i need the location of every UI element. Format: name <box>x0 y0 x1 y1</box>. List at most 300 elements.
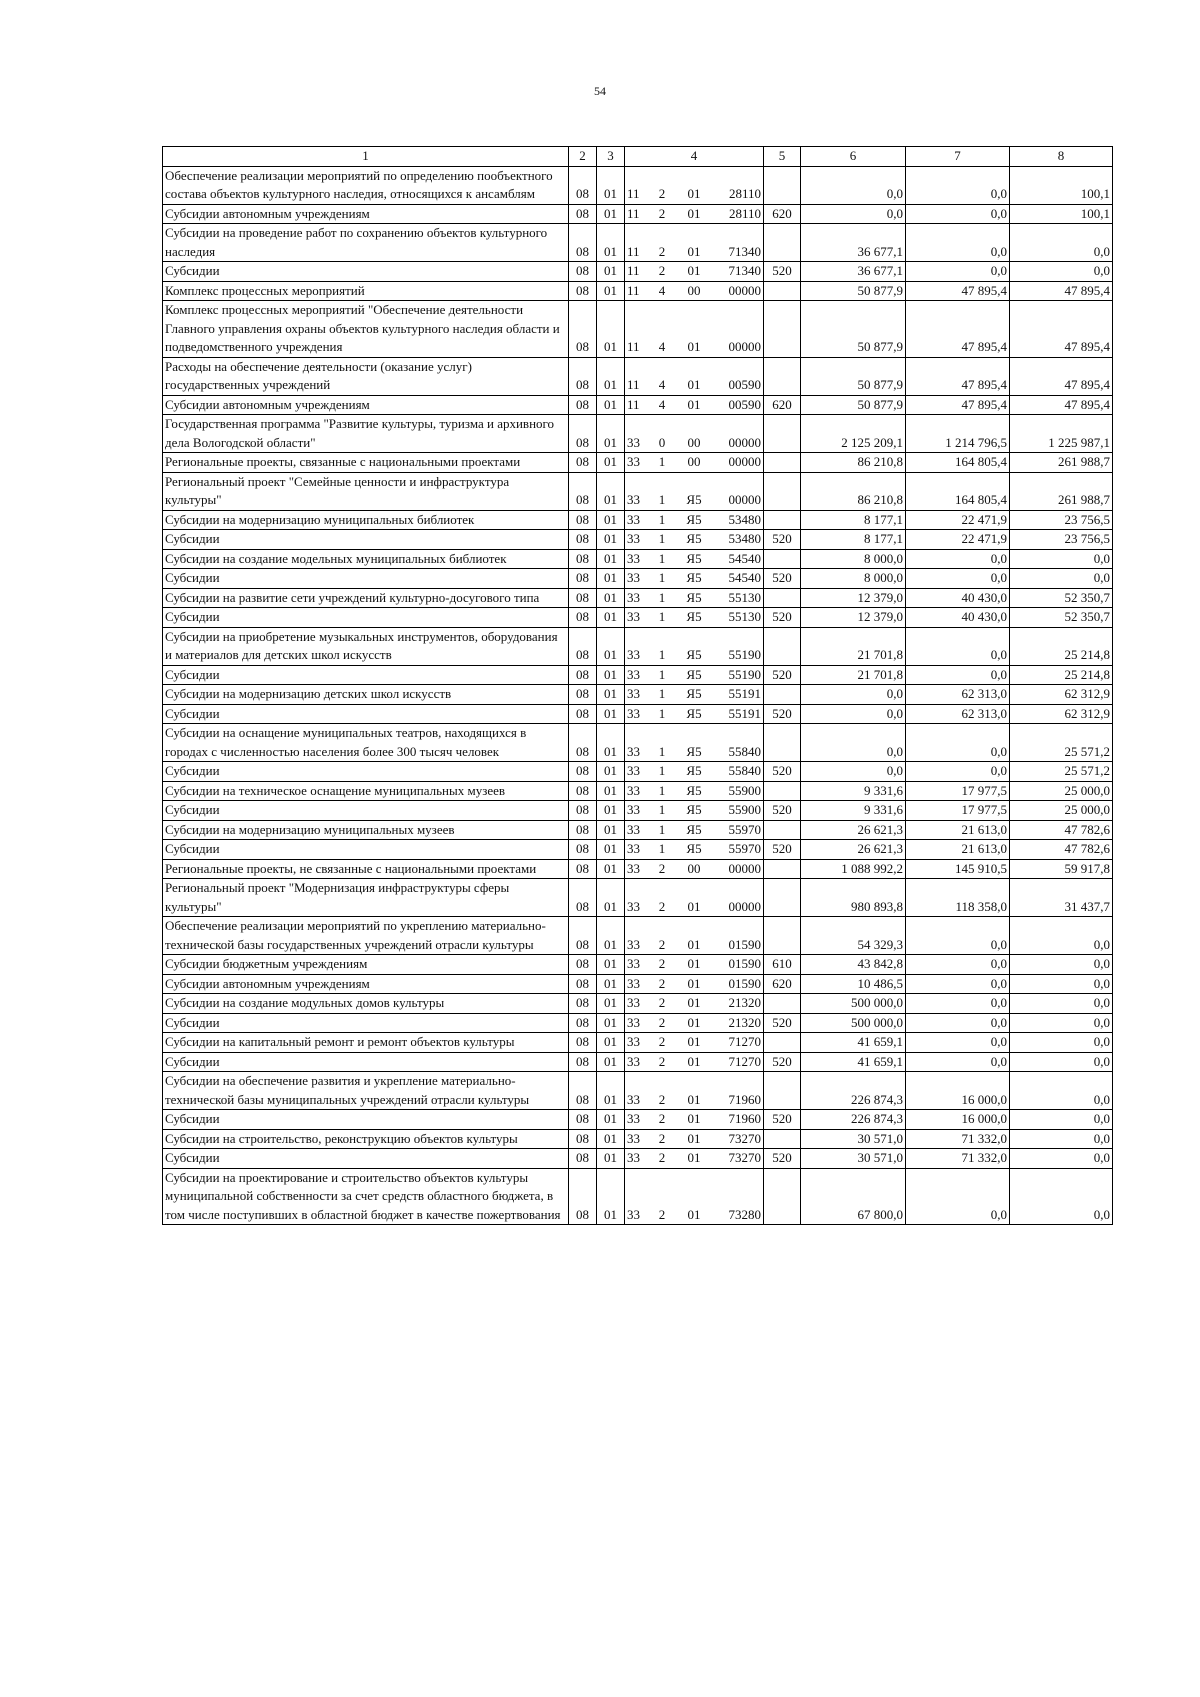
code-part-d: 21320 <box>728 1014 761 1030</box>
section-code: 08 <box>569 781 597 801</box>
code-part-sp: 2 <box>658 860 666 876</box>
row-name: Субсидии <box>163 1110 569 1130</box>
amount-col-7: 16 000,0 <box>906 1072 1010 1110</box>
code-parts <box>627 1110 761 1129</box>
code-parts <box>627 782 761 801</box>
code-parts <box>627 646 761 665</box>
subsection-code: 01 <box>597 840 625 860</box>
code-part-p: 33 <box>627 956 640 971</box>
row-name: Комплекс процессных мероприятий <box>163 281 569 301</box>
amount-col-6: 0,0 <box>801 724 906 762</box>
amount-col-6: 86 210,8 <box>801 472 906 510</box>
subsection-code: 01 <box>597 781 625 801</box>
code-part-sp: 2 <box>658 995 666 1010</box>
code-part-sp: 2 <box>658 263 666 278</box>
amount-col-8: 47 895,4 <box>1010 301 1113 358</box>
code-parts <box>627 975 761 994</box>
row-name: Региональный проект "Семейные ценности и инфраструктура культуры" <box>163 472 569 510</box>
section-code: 08 <box>569 608 597 628</box>
code-part-sp: 1 <box>658 705 666 721</box>
amount-col-7: 0,0 <box>906 224 1010 262</box>
section-code: 08 <box>569 472 597 510</box>
row-name: Субсидии бюджетным учреждениям <box>163 955 569 975</box>
amount-col-8: 261 988,7 <box>1010 472 1113 510</box>
code-parts <box>627 666 761 685</box>
table-row <box>163 549 1113 569</box>
subsection-code: 01 <box>597 357 625 395</box>
amount-col-8: 59 917,8 <box>1010 859 1113 879</box>
amount-col-7: 62 313,0 <box>906 685 1010 705</box>
code-part-d: 21320 <box>728 995 761 1010</box>
code-part-p: 33 <box>627 531 640 546</box>
expense-type-code <box>764 781 801 801</box>
code-part-m: 01 <box>687 956 701 971</box>
code-part-d: 00000 <box>728 282 761 298</box>
code-part-p: 11 <box>627 282 640 298</box>
code-part-sp: 4 <box>658 339 666 354</box>
code-parts <box>627 801 761 820</box>
table-row <box>163 840 1113 860</box>
code-part-d: 28110 <box>728 186 761 201</box>
code-part-d: 55190 <box>728 666 761 682</box>
amount-col-7: 0,0 <box>906 569 1010 589</box>
expense-type-code <box>764 224 801 262</box>
expense-type-code: 620 <box>764 395 801 415</box>
code-parts <box>627 511 761 530</box>
code-part-d: 00000 <box>728 339 761 354</box>
expense-type-code: 520 <box>764 704 801 724</box>
amount-col-6: 36 677,1 <box>801 262 906 282</box>
code-part-sp: 2 <box>658 205 666 221</box>
expense-type-code: 520 <box>764 608 801 628</box>
subsection-code: 01 <box>597 820 625 840</box>
code-part-m: 01 <box>687 1014 701 1030</box>
expense-type-code <box>764 1072 801 1110</box>
amount-col-8: 47 895,4 <box>1010 395 1113 415</box>
code-part-sp: 2 <box>658 936 666 952</box>
subsection-code: 01 <box>597 281 625 301</box>
subsection-code: 01 <box>597 510 625 530</box>
amount-col-8: 0,0 <box>1010 1149 1113 1169</box>
code-part-p: 33 <box>627 802 640 817</box>
row-name: Субсидии на создание модельных муниципальных библиотек <box>163 549 569 569</box>
code-part-p: 33 <box>627 589 640 605</box>
section-code: 08 <box>569 588 597 608</box>
code-part-d: 28110 <box>728 205 761 221</box>
code-part-d: 54540 <box>728 570 761 585</box>
amount-col-8: 100,1 <box>1010 166 1113 204</box>
code-part-p: 33 <box>627 570 640 585</box>
target-article-code <box>625 166 764 204</box>
code-part-d: 01590 <box>728 936 761 952</box>
code-part-d: 00000 <box>728 898 761 914</box>
code-part-sp: 1 <box>658 666 666 682</box>
amount-col-8: 25 000,0 <box>1010 781 1113 801</box>
code-part-d: 71270 <box>728 1053 761 1069</box>
code-part-sp: 1 <box>658 589 666 605</box>
code-part-p: 33 <box>627 434 640 450</box>
subsection-code: 01 <box>597 1013 625 1033</box>
code-part-p: 11 <box>627 377 640 392</box>
code-part-m: Я5 <box>686 705 702 721</box>
amount-col-8: 0,0 <box>1010 224 1113 262</box>
code-part-sp: 2 <box>658 1053 666 1069</box>
row-name: Субсидии <box>163 569 569 589</box>
expense-type-code: 520 <box>764 1149 801 1169</box>
code-part-d: 55190 <box>728 647 761 662</box>
expense-type-code <box>764 166 801 204</box>
code-part-m: 01 <box>687 1111 701 1126</box>
code-part-m: 01 <box>687 396 701 412</box>
amount-col-7: 1 214 796,5 <box>906 415 1010 453</box>
table-row <box>163 415 1113 453</box>
col-header: 1 <box>163 147 569 167</box>
amount-col-8: 62 312,9 <box>1010 685 1113 705</box>
code-parts <box>627 821 761 840</box>
table-row <box>163 627 1113 665</box>
target-article-code <box>625 395 764 415</box>
code-parts <box>627 840 761 859</box>
amount-col-8: 25 571,2 <box>1010 762 1113 782</box>
code-parts <box>627 396 761 415</box>
row-name: Региональный проект "Модернизация инфраструктуры сферы культуры" <box>163 879 569 917</box>
amount-col-8: 0,0 <box>1010 955 1113 975</box>
table-row <box>163 530 1113 550</box>
expense-type-code: 520 <box>764 665 801 685</box>
code-part-p: 33 <box>627 609 640 624</box>
code-part-sp: 1 <box>658 647 666 662</box>
code-parts <box>627 743 761 762</box>
code-part-sp: 1 <box>658 841 666 856</box>
code-part-m: 00 <box>687 282 701 298</box>
amount-col-8: 100,1 <box>1010 204 1113 224</box>
code-part-m: Я5 <box>686 686 702 701</box>
row-name: Субсидии на техническое оснащение муниципальных музеев <box>163 781 569 801</box>
code-part-sp: 1 <box>658 570 666 585</box>
table-row <box>163 781 1113 801</box>
subsection-code: 01 <box>597 166 625 204</box>
code-parts <box>627 705 761 724</box>
section-code: 08 <box>569 917 597 955</box>
code-part-d: 71270 <box>728 1034 761 1049</box>
code-parts <box>627 262 761 281</box>
section-code: 08 <box>569 1013 597 1033</box>
amount-col-6: 26 621,3 <box>801 840 906 860</box>
amount-col-7: 0,0 <box>906 549 1010 569</box>
code-part-d: 53480 <box>728 511 761 527</box>
code-part-p: 11 <box>627 263 640 278</box>
code-parts <box>627 453 761 472</box>
table-row <box>163 204 1113 224</box>
row-name: Региональные проекты, связанные с национальными проектами <box>163 453 569 473</box>
code-part-m: Я5 <box>686 609 702 624</box>
subsection-code: 01 <box>597 1033 625 1053</box>
code-part-d: 01590 <box>728 975 761 991</box>
code-parts <box>627 1149 761 1168</box>
target-article-code <box>625 820 764 840</box>
expense-type-code <box>764 1129 801 1149</box>
code-parts <box>627 608 761 627</box>
subsection-code: 01 <box>597 224 625 262</box>
row-name: Субсидии <box>163 704 569 724</box>
target-article-code <box>625 262 764 282</box>
amount-col-8: 0,0 <box>1010 1013 1113 1033</box>
target-article-code <box>625 204 764 224</box>
code-part-d: 55840 <box>728 743 761 759</box>
amount-col-8: 25 214,8 <box>1010 665 1113 685</box>
section-code: 08 <box>569 1149 597 1169</box>
row-name: Расходы на обеспечение деятельности (оказание услуг) государственных учреждений <box>163 357 569 395</box>
subsection-code: 01 <box>597 1168 625 1225</box>
code-part-m: 00 <box>687 434 701 450</box>
target-article-code <box>625 357 764 395</box>
table-row <box>163 301 1113 358</box>
target-article-code <box>625 1013 764 1033</box>
row-name: Субсидии автономным учреждениям <box>163 395 569 415</box>
page-number: 54 <box>594 84 606 98</box>
col-header: 3 <box>597 147 625 167</box>
code-part-p: 33 <box>627 743 640 759</box>
code-part-d: 55970 <box>728 821 761 837</box>
code-part-p: 33 <box>627 936 640 952</box>
code-part-m: 01 <box>687 1053 701 1069</box>
amount-col-8: 25 000,0 <box>1010 801 1113 821</box>
code-part-d: 71340 <box>728 243 761 259</box>
target-article-code <box>625 1149 764 1169</box>
amount-col-8: 23 756,5 <box>1010 510 1113 530</box>
code-part-p: 11 <box>627 243 640 259</box>
code-part-sp: 2 <box>658 243 666 259</box>
code-part-m: 01 <box>687 339 701 354</box>
code-part-d: 71960 <box>728 1111 761 1126</box>
target-article-code <box>625 724 764 762</box>
subsection-code: 01 <box>597 204 625 224</box>
table-row <box>163 472 1113 510</box>
amount-col-8: 47 782,6 <box>1010 820 1113 840</box>
code-part-sp: 0 <box>658 434 666 450</box>
table-row <box>163 262 1113 282</box>
amount-col-7: 47 895,4 <box>906 301 1010 358</box>
amount-col-7: 17 977,5 <box>906 781 1010 801</box>
table-row <box>163 1033 1113 1053</box>
target-article-code <box>625 301 764 358</box>
code-part-m: Я5 <box>686 531 702 546</box>
expense-type-code: 520 <box>764 569 801 589</box>
row-name: Обеспечение реализации мероприятий по определению пообъектного состава объектов культурного наследия, относящихся к ансамблям <box>163 166 569 204</box>
amount-col-6: 50 877,9 <box>801 281 906 301</box>
target-article-code <box>625 453 764 473</box>
target-article-code <box>625 472 764 510</box>
subsection-code: 01 <box>597 453 625 473</box>
code-part-p: 33 <box>627 1130 640 1146</box>
code-part-sp: 4 <box>658 396 666 412</box>
expense-type-code: 520 <box>764 1052 801 1072</box>
section-code: 08 <box>569 262 597 282</box>
target-article-code <box>625 281 764 301</box>
code-part-p: 33 <box>627 454 640 469</box>
section-code: 08 <box>569 801 597 821</box>
code-parts <box>627 550 761 569</box>
section-code: 08 <box>569 955 597 975</box>
subsection-code: 01 <box>597 704 625 724</box>
code-part-p: 33 <box>627 898 640 914</box>
table-row <box>163 453 1113 473</box>
amount-col-6: 41 659,1 <box>801 1052 906 1072</box>
code-part-m: Я5 <box>686 492 702 507</box>
col-header: 8 <box>1010 147 1113 167</box>
row-name: Субсидии на оснащение муниципальных театров, находящихся в городах с численностью населения более 300 тысяч человек <box>163 724 569 762</box>
amount-col-8: 0,0 <box>1010 1072 1113 1110</box>
amount-col-6: 0,0 <box>801 762 906 782</box>
code-part-p: 33 <box>627 511 640 527</box>
amount-col-6: 12 379,0 <box>801 608 906 628</box>
amount-col-7: 0,0 <box>906 1013 1010 1033</box>
code-part-m: 01 <box>687 243 701 259</box>
code-part-d: 73280 <box>728 1206 761 1222</box>
target-article-code <box>625 685 764 705</box>
subsection-code: 01 <box>597 588 625 608</box>
subsection-code: 01 <box>597 530 625 550</box>
row-name: Субсидии автономным учреждениям <box>163 974 569 994</box>
target-article-code <box>625 627 764 665</box>
amount-col-7: 71 332,0 <box>906 1129 1010 1149</box>
row-name: Субсидии <box>163 1052 569 1072</box>
code-part-sp: 1 <box>658 802 666 817</box>
amount-col-6: 43 842,8 <box>801 955 906 975</box>
code-part-m: Я5 <box>686 647 702 662</box>
section-code: 08 <box>569 704 597 724</box>
code-part-m: 00 <box>687 454 701 469</box>
code-parts <box>627 1014 761 1033</box>
amount-col-7: 0,0 <box>906 204 1010 224</box>
subsection-code: 01 <box>597 724 625 762</box>
amount-col-6: 0,0 <box>801 204 906 224</box>
col-header: 6 <box>801 147 906 167</box>
expense-type-code <box>764 301 801 358</box>
section-code: 08 <box>569 510 597 530</box>
section-code: 08 <box>569 453 597 473</box>
expense-type-code <box>764 627 801 665</box>
row-name: Субсидии <box>163 262 569 282</box>
code-part-d: 55130 <box>728 609 761 624</box>
subsection-code: 01 <box>597 415 625 453</box>
target-article-code <box>625 569 764 589</box>
row-name: Государственная программа "Развитие культуры, туризма и архивного дела Вологодской области" <box>163 415 569 453</box>
amount-col-8: 0,0 <box>1010 974 1113 994</box>
target-article-code <box>625 704 764 724</box>
expense-type-code <box>764 510 801 530</box>
code-part-m: Я5 <box>686 763 702 778</box>
code-parts <box>627 205 761 224</box>
code-parts <box>627 1053 761 1072</box>
code-part-p: 33 <box>627 995 640 1010</box>
amount-col-8: 0,0 <box>1010 994 1113 1014</box>
amount-col-6: 0,0 <box>801 704 906 724</box>
target-article-code <box>625 608 764 628</box>
target-article-code <box>625 1033 764 1053</box>
amount-col-7: 0,0 <box>906 994 1010 1014</box>
amount-col-8: 25 214,8 <box>1010 627 1113 665</box>
table-row <box>163 820 1113 840</box>
code-part-sp: 2 <box>658 186 666 201</box>
table-row <box>163 801 1113 821</box>
subsection-code: 01 <box>597 1072 625 1110</box>
subsection-code: 01 <box>597 665 625 685</box>
amount-col-8: 52 350,7 <box>1010 608 1113 628</box>
code-part-m: 01 <box>687 1206 701 1222</box>
subsection-code: 01 <box>597 955 625 975</box>
section-code: 08 <box>569 859 597 879</box>
code-parts <box>627 994 761 1013</box>
amount-col-6: 0,0 <box>801 685 906 705</box>
table-row <box>163 224 1113 262</box>
code-part-d: 55191 <box>728 686 761 701</box>
table-row <box>163 1052 1113 1072</box>
code-part-p: 11 <box>627 339 640 354</box>
code-part-p: 33 <box>627 1150 640 1165</box>
code-part-d: 55970 <box>728 841 761 856</box>
table-row <box>163 917 1113 955</box>
amount-col-8: 47 895,4 <box>1010 357 1113 395</box>
section-code: 08 <box>569 549 597 569</box>
row-name: Субсидии автономным учреждениям <box>163 204 569 224</box>
amount-col-6: 21 701,8 <box>801 665 906 685</box>
table-row <box>163 704 1113 724</box>
code-parts <box>627 1130 761 1149</box>
amount-col-6: 67 800,0 <box>801 1168 906 1225</box>
target-article-code <box>625 879 764 917</box>
section-code: 08 <box>569 166 597 204</box>
target-article-code <box>625 955 764 975</box>
subsection-code: 01 <box>597 472 625 510</box>
code-part-sp: 1 <box>658 454 666 469</box>
expense-type-code: 520 <box>764 1110 801 1130</box>
code-part-p: 33 <box>627 782 640 798</box>
section-code: 08 <box>569 665 597 685</box>
amount-col-6: 1 088 992,2 <box>801 859 906 879</box>
code-part-m: Я5 <box>686 782 702 798</box>
amount-col-6: 9 331,6 <box>801 781 906 801</box>
expense-type-code <box>764 588 801 608</box>
subsection-code: 01 <box>597 1052 625 1072</box>
target-article-code <box>625 762 764 782</box>
amount-col-7: 164 805,4 <box>906 472 1010 510</box>
code-part-p: 33 <box>627 763 640 778</box>
amount-col-7: 0,0 <box>906 627 1010 665</box>
expense-type-code: 520 <box>764 801 801 821</box>
amount-col-7: 47 895,4 <box>906 395 1010 415</box>
code-part-m: 01 <box>687 975 701 991</box>
table-row <box>163 1129 1113 1149</box>
col-header: 5 <box>764 147 801 167</box>
target-article-code <box>625 917 764 955</box>
expense-type-code <box>764 357 801 395</box>
code-part-d: 73270 <box>728 1130 761 1146</box>
amount-col-7: 118 358,0 <box>906 879 1010 917</box>
subsection-code: 01 <box>597 762 625 782</box>
code-parts <box>627 1033 761 1052</box>
code-part-m: 00 <box>687 860 701 876</box>
target-article-code <box>625 549 764 569</box>
amount-col-7: 21 613,0 <box>906 840 1010 860</box>
code-part-sp: 2 <box>658 898 666 914</box>
amount-col-8: 47 895,4 <box>1010 281 1113 301</box>
amount-col-7: 145 910,5 <box>906 859 1010 879</box>
subsection-code: 01 <box>597 685 625 705</box>
amount-col-7: 21 613,0 <box>906 820 1010 840</box>
code-part-sp: 1 <box>658 782 666 798</box>
section-code: 08 <box>569 1072 597 1110</box>
